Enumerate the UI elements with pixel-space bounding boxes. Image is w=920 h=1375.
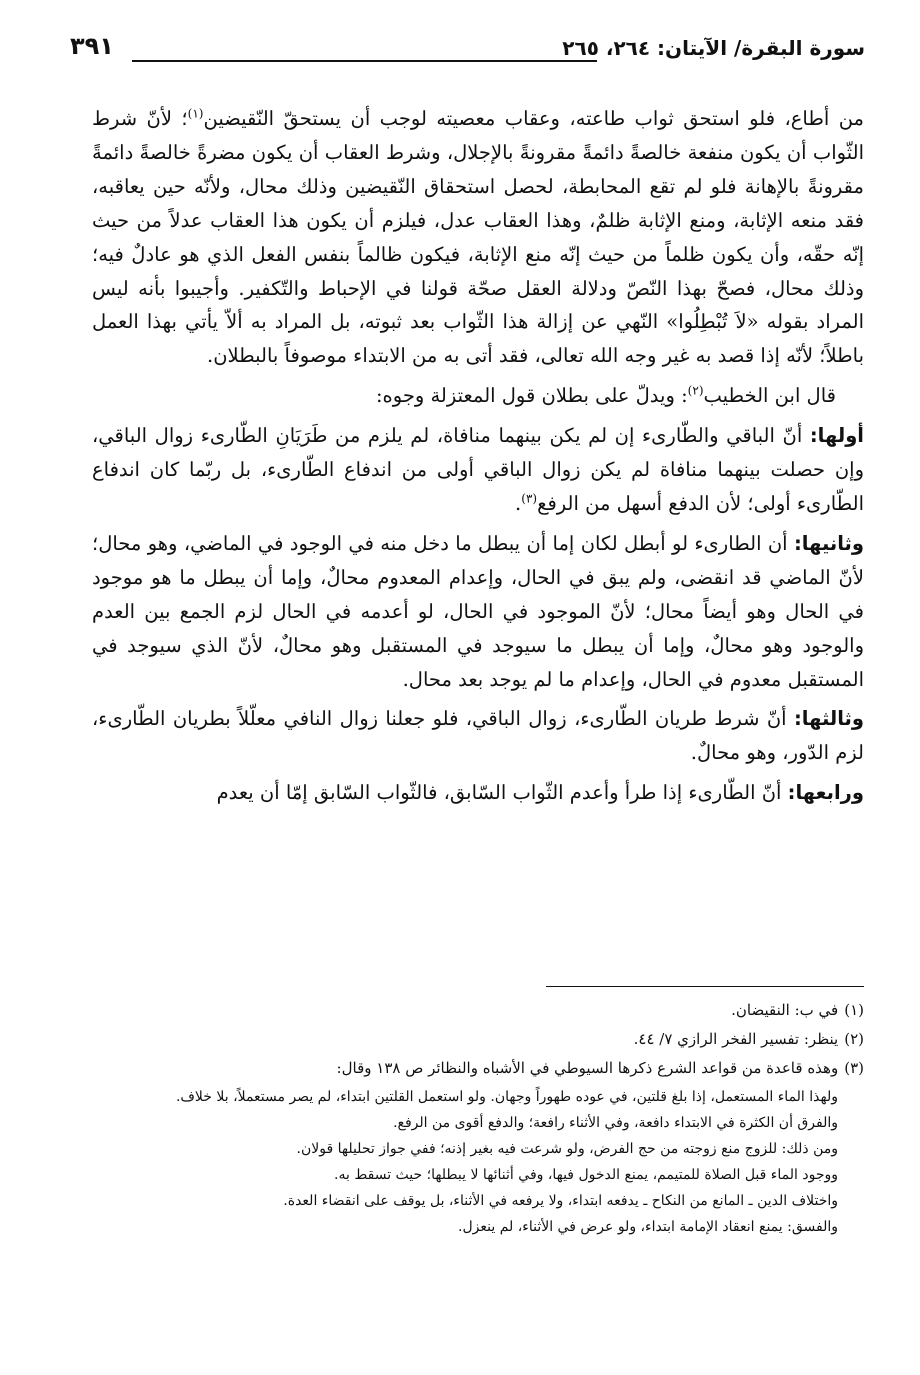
footnote-2-number: (٢) <box>844 1030 864 1048</box>
page-header <box>70 30 865 70</box>
paragraph-1-text-a: من أطاع، فلو استحق ثواب طاعته، وعقاب معصيته لوجب أن يستحقّ النّقيضين <box>203 107 864 130</box>
paragraph-5 <box>92 702 864 770</box>
paragraph-6-text: أنّ الطّارىء إذا طرأ وأعدم الثّواب السّابق، فالثّواب السّابق إمّا أن يعدم <box>216 781 788 805</box>
paragraph-3 <box>92 419 864 521</box>
point-4-heading: ورابعها: <box>787 781 864 805</box>
paragraph-6 <box>92 776 864 810</box>
running-head-title: سورة البقرة/ الآيتان: ٢٦٤، ٢٦٥ <box>562 36 865 60</box>
footnote-3-number: (٣) <box>844 1059 864 1077</box>
paragraph-1 <box>92 102 864 373</box>
quote-line-4: ووجود الماء قبل الصلاة للمتيمم، يمنع الدخول فيها، وفي أثنائها لا يبطلها؛ حيث تسقط به. <box>334 1167 838 1183</box>
footnote-2 <box>92 1027 864 1052</box>
footnote-separator <box>546 986 864 987</box>
footnote-ref-2[interactable]: (٢) <box>687 383 704 398</box>
footnote-3 <box>92 1056 864 1081</box>
quote-line-1: ولهذا الماء المستعمل، إذا بلغ قلتين، في عوده طهوراً وجهان. ولو استعمل القلتين ابتداء، لم يصر مستعملاً، بلا خلاف. <box>175 1089 838 1105</box>
paragraph-5-text: أنّ شرط طريان الطّارىء، زوال الباقي، فلو جعلنا زوال النافي معلّلاً بطريان الطّارىء، لزم الدّور، وهو محالٌ. <box>92 707 864 765</box>
footnote-ref-1[interactable]: (١) <box>187 106 204 121</box>
point-1-heading: أولها: <box>809 424 864 448</box>
footnote-3-quote <box>92 1085 864 1239</box>
header-rule <box>132 60 597 62</box>
paragraph-4-text: أن الطارىء لو أبطل لكان إما أن يبطل ما دخل منه في الوجود في الماضي، وهو محال؛ لأنّ الماضي قد انقضى، ولم يبق في الحال، وإعدام المعدوم محالٌ، وإما أن يبطل ما هو موجود في الحال وهو أيضاً محال؛ لأنّ الموجود في الحال، لو أعدمه في الحال لزم الجمع بين العدم والوجود وهو محالٌ، وإما أن يبطل ما سيوجد في المستقبل وهو محالٌ، لأنّ الذي سيوجد في المستقبل معدوم في الحال، وإعدام ما لم يوجد بعد محال. <box>92 531 864 691</box>
main-text <box>92 102 864 810</box>
quote-line-2: والفرق أن الكثرة في الابتداء دافعة، وفي الأثناء رافعة؛ والدفع أقوى من الرفع. <box>393 1115 838 1131</box>
paragraph-2-text-b: : ويدلّ على بطلان قول المعتزلة وجوه: <box>375 384 688 408</box>
footnote-1-number: (١) <box>844 1001 864 1019</box>
point-3-heading: وثالثها: <box>793 707 864 731</box>
footnote-1-text: في ب: النقيضان. <box>731 1001 839 1019</box>
quote-line-5: واختلاف الدين ـ المانع من النكاح ـ يدفعه ابتداء، ولا يرفعه في الأثناء، بل يوقف على انقضاء العدة. <box>283 1193 838 1209</box>
paragraph-1-text-b: ؛ لأنّ شرط الثّواب أن يكون منفعة خالصةً دائمةً مقرونةً بالإجلال، وشرط العقاب أن يكون مضرةً خالصةً دائمةً مقرونةً بالإهانة فلو لم تقع المحابطة، لحصل استحقاق النّقيضين وذلك محال، ولأنّه حين يعاقبه، فقد منعه الإثابة، ومنع الإثابة ظلمٌ، وهذا العقاب عدل، فيلزم أن يكون هذا العقاب عدلاً من حيث إنّه حقّه، وأن يكون ظلماً من حيث إنّه منع الإثابة، فيكون ظالماً بنفس الفعل الذي هو عادلٌ فيه؛ وذلك محال، فصحّ بهذا النّصّ ودلالة العقل صحّة قولنا في الإحباط والتّكفير. وأجيبوا بأنه ليس المراد بقوله «لاَ تُبْطِلُوا» النّهي عن إزالة هذا الثّواب بعد ثبوته، بل المراد به ألاّ يأتي بهذا العمل باطلاً؛ لأنّه إذا قصد به غير وجه الله تعالى، فقد أتى به من الابتداء موصوفاً بالبطلان. <box>92 107 864 368</box>
footnote-1 <box>92 998 864 1023</box>
page-number: ٣٩١ <box>70 32 114 60</box>
paragraph-2-text-a: قال ابن الخطيب <box>703 384 836 408</box>
paragraph-2 <box>92 379 864 413</box>
paragraph-3-end: . <box>515 491 522 515</box>
paragraph-4 <box>92 527 864 697</box>
footnote-3-text: وهذه قاعدة من قواعد الشرع ذكرها السيوطي في الأشباه والنظائر ص ١٣٨ وقال: <box>336 1059 839 1077</box>
quote-line-6: والفسق: يمنع انعقاد الإمامة ابتداء، ولو عرض في الأثناء، لم ينعزل. <box>458 1219 838 1235</box>
footnotes <box>92 998 864 1241</box>
quote-line-3: ومن ذلك: للزوج منع زوجته من حج الفرض، ولو شرعت فيه بغير إذنه؛ ففي جواز تحليلها قولان. <box>296 1141 838 1157</box>
footnote-ref-3[interactable]: (٣) <box>521 491 538 506</box>
footnote-2-text: ينظر: تفسير الفخر الرازي ٧/ ٤٤. <box>633 1030 839 1048</box>
point-2-heading: وثانيها: <box>793 531 864 555</box>
paragraph-3-text: أنّ الباقي والطّارىء إن لم يكن بينهما منافاة، لم يلزم من طَرَيَانِ الطّارىء زوال الباقي، وإن حصلت بينهما منافاة لم يكن زوال الباقي أولى من اندفاع الطّارىء، بل ربّما كان اندفاع الطّارىء أولى؛ لأن الدفع أسهل من الرفع <box>92 424 864 515</box>
